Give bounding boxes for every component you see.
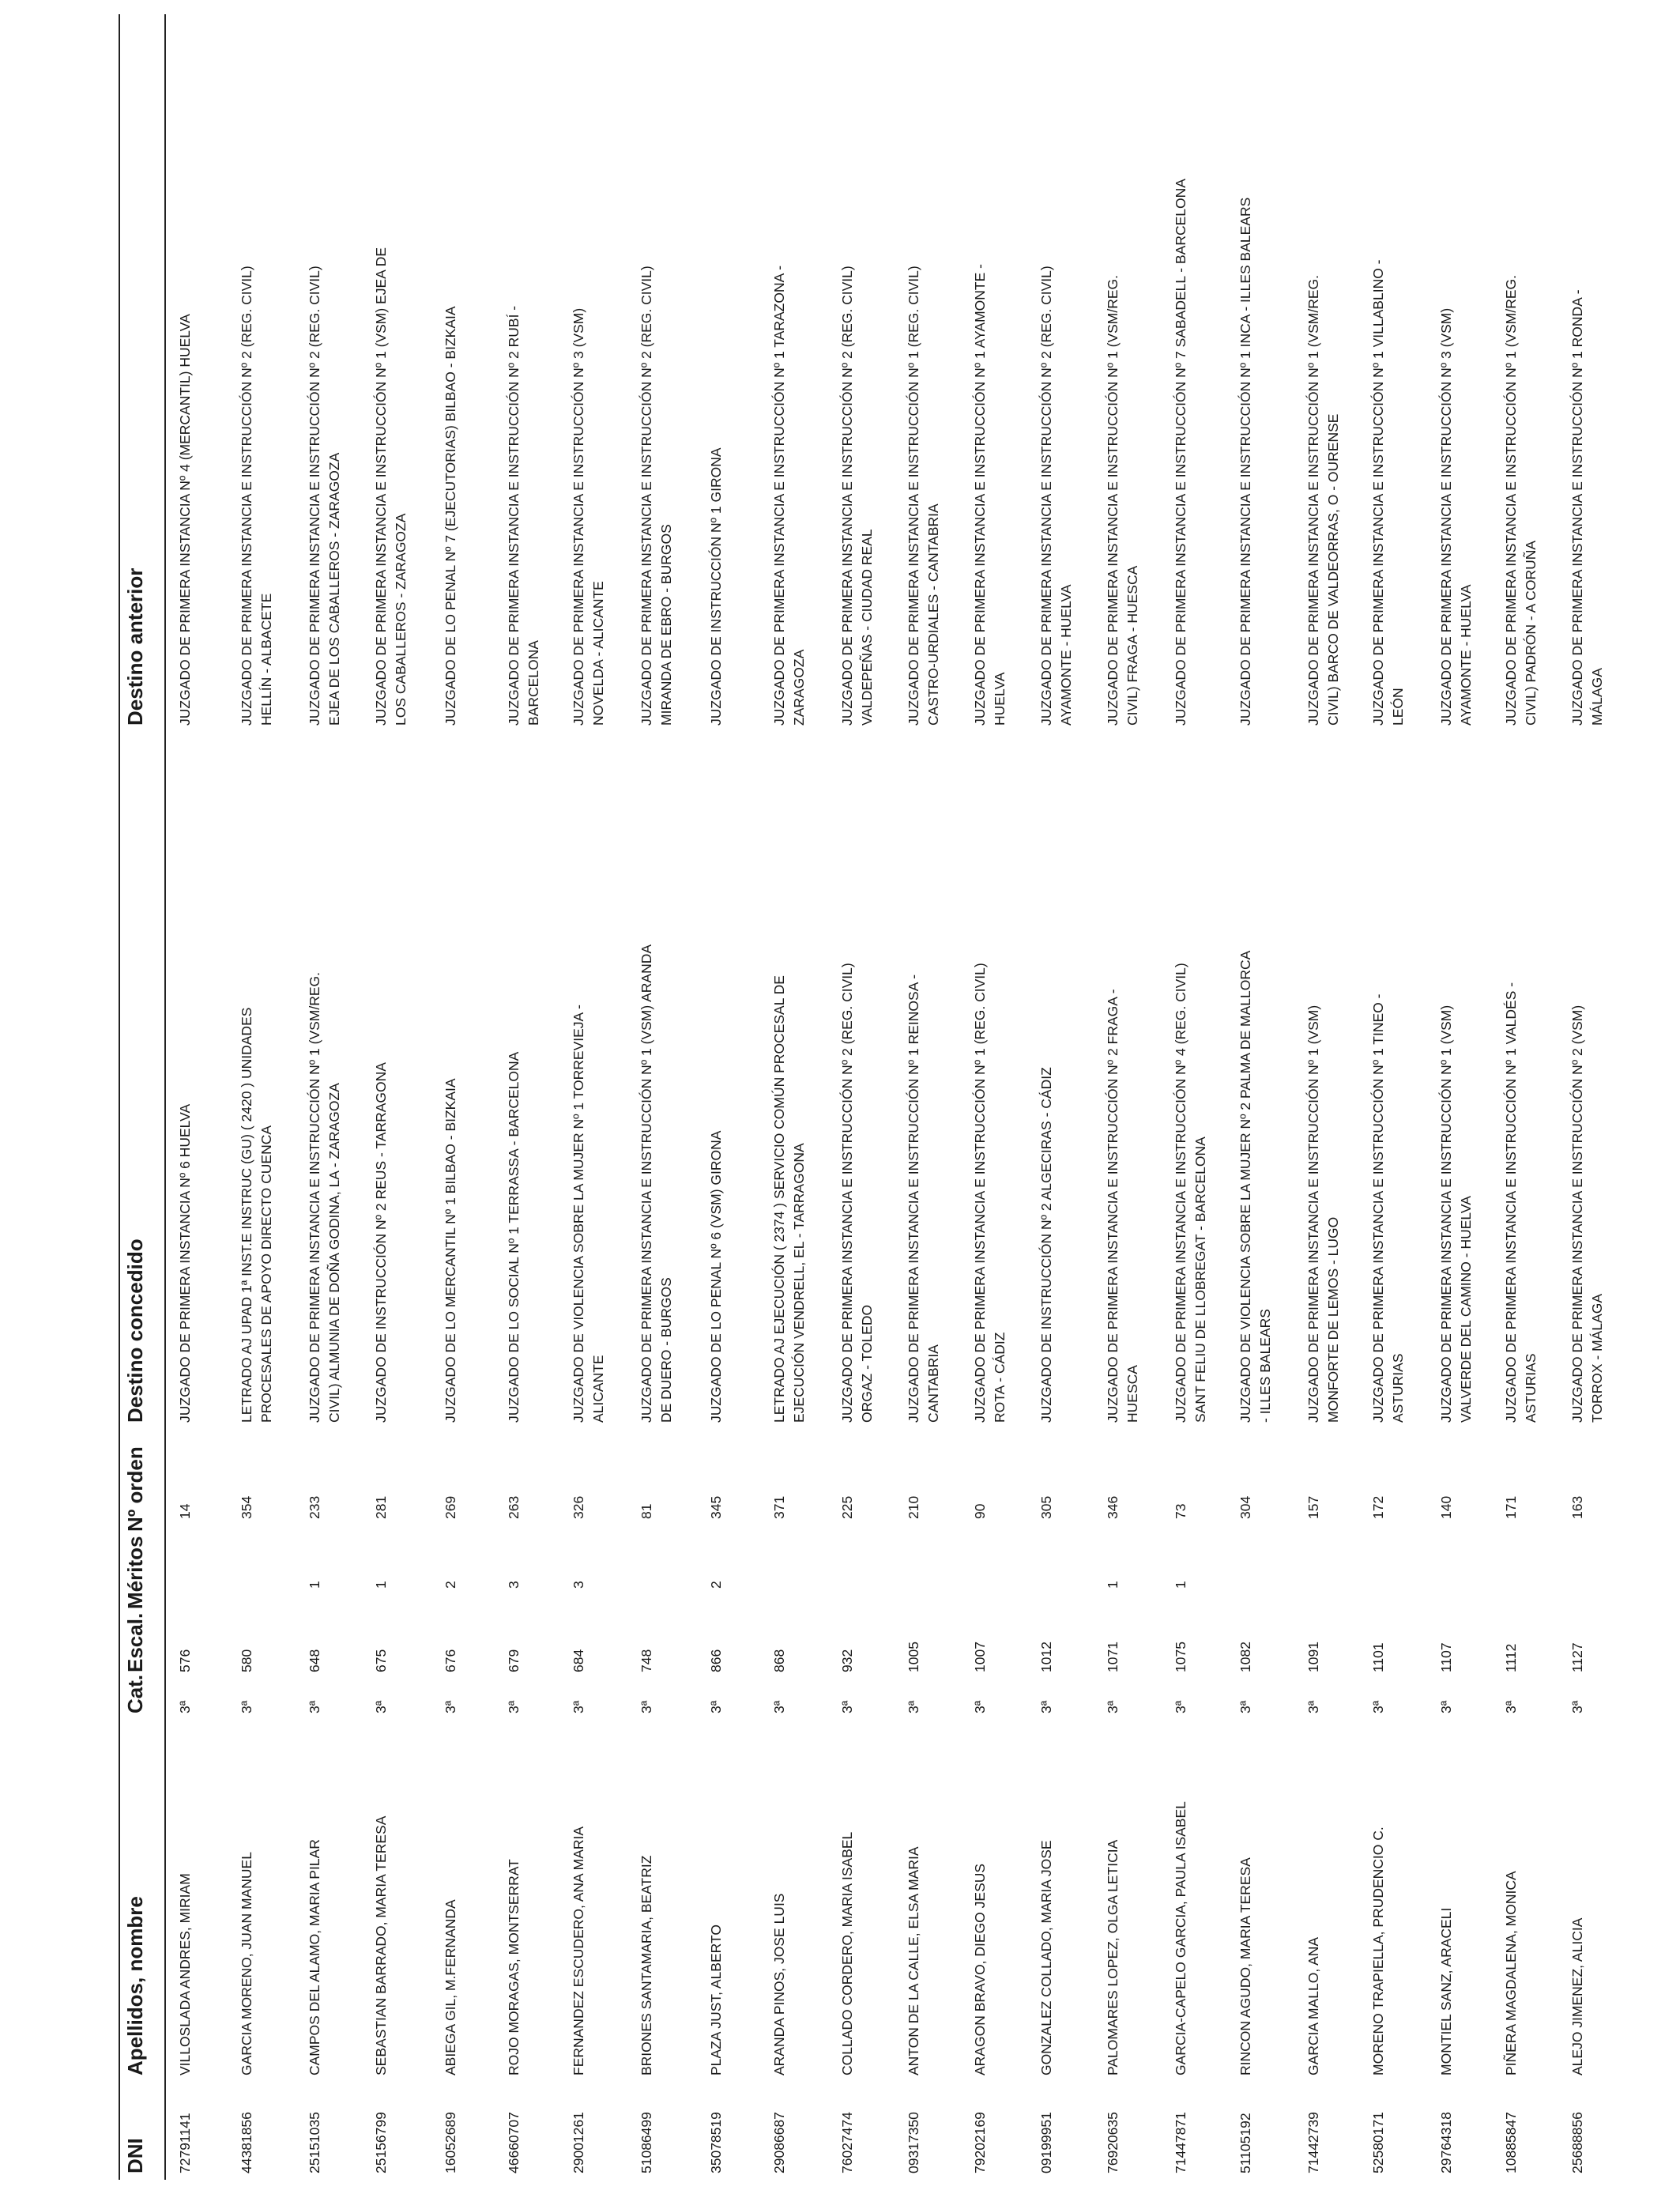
row-dni: 72791141 <box>177 2113 193 2173</box>
row-escal: 648 <box>307 1649 322 1672</box>
row-destino-concedido: JUZGADO DE VIOLENCIA SOBRE LA MUJER Nº 1 TORREVIEJA - ALICANTE <box>571 1005 606 1423</box>
row-orden: 210 <box>906 1495 921 1519</box>
row-orden: 346 <box>1105 1495 1121 1519</box>
row-cat: 3ª <box>1038 1700 1054 1713</box>
row-name: ARAGON BRAVO, DIEGO JESUS <box>972 1863 988 2075</box>
row-meritos: 1 <box>1105 1581 1121 1589</box>
row-destino-concedido: JUZGADO DE PRIMERA INSTANCIA E INSTRUCCIÓN Nº 1 (REG. CIVIL) ROTA - CÁDIZ <box>972 963 1008 1423</box>
row-cat: 3ª <box>1569 1700 1585 1713</box>
row-destino-anterior: JUZGADO DE PRIMERA INSTANCIA Nº 4 (MERCANTIL) HUELVA <box>177 314 193 726</box>
row-name: VILLOSLADA ANDRES, MIRIAM <box>177 1873 193 2075</box>
row-name: SEBASTIAN BARRADO, MARIA TERESA <box>373 1815 389 2075</box>
row-destino-concedido: JUZGADO DE PRIMERA INSTANCIA E INSTRUCCIÓN Nº 1 VALDÉS - ASTURIAS <box>1503 982 1539 1423</box>
row-orden: 171 <box>1503 1495 1519 1519</box>
row-cat: 3ª <box>638 1700 654 1713</box>
row-name: ROJO MORAGAS, MONTSERRAT <box>506 1859 522 2075</box>
row-name: RINCON AGUDO, MARIA TERESA <box>1237 1857 1253 2075</box>
row-destino-concedido: JUZGADO DE LO SOCIAL Nº 1 TERRASSA - BARCELONA <box>506 1051 522 1423</box>
header-concedido: Destino concedido <box>123 1238 147 1423</box>
row-destino-concedido: JUZGADO DE INSTRUCCIÓN Nº 2 ALGECIRAS - CÁDIZ <box>1038 1067 1054 1423</box>
row-cat: 3ª <box>239 1700 254 1713</box>
row-dni: 29764318 <box>1438 2112 1454 2173</box>
row-escal: 580 <box>239 1649 254 1672</box>
row-destino-concedido: JUZGADO DE PRIMERA INSTANCIA E INSTRUCCIÓN Nº 2 (REG. CIVIL) ORGAZ - TOLEDO <box>839 963 875 1423</box>
row-destino-concedido: JUZGADO DE PRIMERA INSTANCIA E INSTRUCCIÓN Nº 2 FRAGA - HUESCA <box>1105 989 1140 1423</box>
row-destino-anterior: JUZGADO DE PRIMERA INSTANCIA E INSTRUCCIÓN Nº 1 RONDA - MÁLAGA <box>1569 289 1605 726</box>
row-cat: 3ª <box>1503 1700 1519 1713</box>
row-escal: 748 <box>638 1649 654 1672</box>
header-cat: Cat. <box>123 1674 147 1713</box>
row-meritos: 1 <box>373 1581 389 1589</box>
row-escal: 679 <box>506 1649 522 1672</box>
row-orden: 14 <box>177 1503 193 1519</box>
row-destino-concedido: JUZGADO DE PRIMERA INSTANCIA E INSTRUCCIÓN Nº 1 REINOSA - CANTABRIA <box>906 974 941 1423</box>
row-cat: 3ª <box>1105 1700 1121 1713</box>
row-orden: 345 <box>708 1495 724 1519</box>
row-destino-concedido: JUZGADO DE PRIMERA INSTANCIA E INSTRUCCIÓN Nº 1 (VSM) MONFORTE DE LEMOS - LUGO <box>1305 1005 1341 1423</box>
row-meritos: 1 <box>1173 1581 1188 1589</box>
row-name: GARCIA MORENO, JUAN MANUEL <box>239 1852 254 2075</box>
row-cat: 3ª <box>1305 1700 1321 1713</box>
row-meritos: 1 <box>307 1581 322 1589</box>
row-orden: 326 <box>571 1495 586 1519</box>
row-escal: 1012 <box>1038 1642 1054 1672</box>
row-escal: 1082 <box>1237 1642 1253 1672</box>
row-dni: 29001261 <box>571 2112 586 2173</box>
header-anterior: Destino anterior <box>123 567 147 726</box>
row-escal: 868 <box>771 1649 787 1672</box>
row-escal: 1075 <box>1173 1642 1188 1672</box>
row-destino-anterior: JUZGADO DE PRIMERA INSTANCIA E INSTRUCCIÓN Nº 2 (REG. CIVIL) EJEA DE LOS CABALLEROS - ZARAGOZA <box>307 266 342 726</box>
row-destino-anterior: JUZGADO DE PRIMERA INSTANCIA E INSTRUCCIÓN Nº 1 (REG. CIVIL) CASTRO-URDIALES - CANTABRIA <box>906 266 941 726</box>
row-name: ANTON DE LA CALLE, ELSA MARIA <box>906 1846 921 2075</box>
row-dni: 71442739 <box>1305 2112 1321 2173</box>
row-destino-concedido: LETRADO AJ UPAD 1ª INST.E INSTRUC (GU) ( 2420 ) UNIDADES PROCESALES DE APOYO DIRECTO CUENCA <box>239 1007 274 1423</box>
row-orden: 371 <box>771 1495 787 1519</box>
row-dni: 09317350 <box>906 2112 921 2173</box>
row-destino-anterior: JUZGADO DE PRIMERA INSTANCIA E INSTRUCCIÓN Nº 2 (REG. CIVIL) AYAMONTE - HUELVA <box>1038 266 1074 726</box>
row-orden: 281 <box>373 1495 389 1519</box>
row-meritos: 2 <box>708 1581 724 1589</box>
row-destino-concedido: JUZGADO DE VIOLENCIA SOBRE LA MUJER Nº 2 PALMA DE MALLORCA - ILLES BALEARS <box>1237 950 1273 1423</box>
row-name: FERNANDEZ ESCUDERO, ANA MARIA <box>571 1826 586 2075</box>
row-destino-concedido: JUZGADO DE PRIMERA INSTANCIA E INSTRUCCIÓN Nº 1 (VSM) VALVERDE DEL CAMINO - HUELVA <box>1438 1005 1474 1423</box>
row-name: PLAZA JUST, ALBERTO <box>708 1924 724 2075</box>
row-dni: 76027474 <box>839 2112 855 2173</box>
row-dni: 44381856 <box>239 2112 254 2173</box>
row-destino-anterior: JUZGADO DE PRIMERA INSTANCIA E INSTRUCCIÓN Nº 3 (VSM) AYAMONTE - HUELVA <box>1438 307 1474 726</box>
row-orden: 225 <box>839 1495 855 1519</box>
row-dni: 51105192 <box>1237 2113 1253 2173</box>
row-cat: 3ª <box>443 1700 458 1713</box>
row-dni: 16052689 <box>443 2112 458 2173</box>
row-dni: 25151035 <box>307 2112 322 2173</box>
row-name: CAMPOS DEL ALAMO, MARIA PILAR <box>307 1839 322 2075</box>
row-dni: 79202169 <box>972 2112 988 2173</box>
row-escal: 1107 <box>1438 1642 1454 1672</box>
row-destino-concedido: JUZGADO DE PRIMERA INSTANCIA Nº 6 HUELVA <box>177 1103 193 1423</box>
header-meritos: Méritos <box>123 1536 147 1609</box>
row-orden: 163 <box>1569 1495 1585 1519</box>
row-name: PALOMARES LOPEZ, OLGA LETICIA <box>1105 1839 1121 2075</box>
row-name: ARANDA PINOS, JOSE LUIS <box>771 1893 787 2075</box>
row-destino-concedido: JUZGADO DE PRIMERA INSTANCIA E INSTRUCCIÓN Nº 2 (VSM) TORROX - MÁLAGA <box>1569 1005 1605 1423</box>
row-destino-concedido: JUZGADO DE PRIMERA INSTANCIA E INSTRUCCIÓN Nº 1 (VSM) ARANDA DE DUERO - BURGOS <box>638 944 674 1423</box>
row-destino-anterior: JUZGADO DE PRIMERA INSTANCIA E INSTRUCCIÓN Nº 3 (VSM) NOVELDA - ALICANTE <box>571 307 606 726</box>
row-destino-anterior: JUZGADO DE PRIMERA INSTANCIA E INSTRUCCIÓN Nº 2 RUBÍ - BARCELONA <box>506 305 541 726</box>
row-name: ABIEGA GIL, M.FERNANDA <box>443 1899 458 2075</box>
row-orden: 263 <box>506 1495 522 1519</box>
row-name: MORENO TRAPIELLA, PRUDENCIO C. <box>1370 1826 1386 2075</box>
row-dni: 09199951 <box>1038 2112 1054 2173</box>
row-escal: 1091 <box>1305 1642 1321 1672</box>
row-destino-concedido: JUZGADO DE PRIMERA INSTANCIA E INSTRUCCIÓN Nº 1 TINEO - ASTURIAS <box>1370 993 1406 1423</box>
row-dni: 46660707 <box>506 2112 522 2173</box>
row-meritos: 2 <box>443 1581 458 1589</box>
row-orden: 354 <box>239 1495 254 1519</box>
row-escal: 576 <box>177 1649 193 1672</box>
row-orden: 233 <box>307 1495 322 1519</box>
row-escal: 1007 <box>972 1642 988 1672</box>
row-orden: 157 <box>1305 1495 1321 1519</box>
row-orden: 73 <box>1173 1503 1188 1519</box>
row-destino-anterior: JUZGADO DE INSTRUCCIÓN Nº 1 GIRONA <box>708 447 724 726</box>
row-destino-anterior: JUZGADO DE PRIMERA INSTANCIA E INSTRUCCIÓN Nº 1 (VSM/REG. CIVIL) BARCO DE VALDEORRAS, O - OURENSE <box>1305 274 1341 726</box>
row-dni: 71447871 <box>1173 2112 1188 2173</box>
row-dni: 51086499 <box>638 2112 654 2173</box>
row-destino-concedido: JUZGADO DE PRIMERA INSTANCIA E INSTRUCCIÓN Nº 1 (VSM/REG. CIVIL) ALMUNIA DE DOÑA GODINA, LA - ZARAGOZA <box>307 971 342 1423</box>
row-dni: 76920635 <box>1105 2112 1121 2173</box>
row-escal: 1112 <box>1503 1643 1519 1672</box>
row-name: ALEJO JIMENEZ, ALICIA <box>1569 1917 1585 2075</box>
row-name: GARCIA MALLO, ANA <box>1305 1936 1321 2075</box>
row-destino-anterior: JUZGADO DE PRIMERA INSTANCIA E INSTRUCCIÓN Nº 1 INCA - ILLES BALEARS <box>1237 197 1253 726</box>
header-bottom-rule <box>164 14 166 2180</box>
row-cat: 3ª <box>1173 1700 1188 1713</box>
row-destino-anterior: JUZGADO DE PRIMERA INSTANCIA E INSTRUCCIÓN Nº 1 (VSM) EJEA DE LOS CABALLEROS - ZARAGOZA <box>373 247 409 726</box>
row-cat: 3ª <box>1370 1700 1386 1713</box>
row-destino-concedido: JUZGADO DE LO PENAL Nº 6 (VSM) GIRONA <box>708 1130 724 1423</box>
row-destino-anterior: JUZGADO DE PRIMERA INSTANCIA E INSTRUCCIÓN Nº 2 (REG. CIVIL) HELLÍN - ALBACETE <box>239 266 274 726</box>
row-escal: 1127 <box>1569 1642 1585 1672</box>
header-escal: Escal. <box>123 1612 147 1672</box>
row-dni: 25688856 <box>1569 2112 1585 2173</box>
row-escal: 684 <box>571 1649 586 1672</box>
row-cat: 3ª <box>373 1700 389 1713</box>
row-cat: 3ª <box>506 1700 522 1713</box>
row-name: COLLADO CORDERO, MARIA ISABEL <box>839 1831 855 2075</box>
row-orden: 269 <box>443 1495 458 1519</box>
row-orden: 90 <box>972 1503 988 1519</box>
row-escal: 1071 <box>1105 1642 1121 1672</box>
row-dni: 35078519 <box>708 2112 724 2173</box>
row-destino-concedido: JUZGADO DE LO MERCANTIL Nº 1 BILBAO - BIZKAIA <box>443 1078 458 1423</box>
row-cat: 3ª <box>708 1700 724 1713</box>
header-name: Apellidos, nombre <box>123 1896 147 2075</box>
row-destino-anterior: JUZGADO DE PRIMERA INSTANCIA E INSTRUCCIÓN Nº 1 TARAZONA - ZARAGOZA <box>771 265 807 726</box>
row-cat: 3ª <box>571 1700 586 1713</box>
row-cat: 3ª <box>1237 1700 1253 1713</box>
row-destino-anterior: JUZGADO DE LO PENAL Nº 7 (EJECUTORIAS) BILBAO - BIZKAIA <box>443 306 458 726</box>
row-escal: 675 <box>373 1649 389 1672</box>
row-destino-anterior: JUZGADO DE PRIMERA INSTANCIA E INSTRUCCIÓN Nº 1 (VSM/REG. CIVIL) FRAGA - HUESCA <box>1105 274 1140 726</box>
header-dni: DNI <box>123 2138 147 2173</box>
row-escal: 932 <box>839 1649 855 1672</box>
row-destino-concedido: JUZGADO DE PRIMERA INSTANCIA E INSTRUCCIÓN Nº 4 (REG. CIVIL) SANT FELIU DE LLOBREGAT - BARCELONA <box>1173 963 1208 1423</box>
row-escal: 1101 <box>1370 1642 1386 1672</box>
row-name: GARCIA-CAPELO GARCIA, PAULA ISABEL <box>1173 1801 1188 2075</box>
row-dni: 25156799 <box>373 2112 389 2173</box>
row-meritos: 3 <box>571 1581 586 1589</box>
row-destino-anterior: JUZGADO DE PRIMERA INSTANCIA E INSTRUCCIÓN Nº 1 AYAMONTE - HUELVA <box>972 264 1008 726</box>
row-orden: 304 <box>1237 1495 1253 1519</box>
row-cat: 3ª <box>839 1700 855 1713</box>
row-orden: 172 <box>1370 1495 1386 1519</box>
row-dni: 10885847 <box>1503 2112 1519 2173</box>
row-name: BRIONES SANTAMARIA, BEATRIZ <box>638 1855 654 2075</box>
row-escal: 676 <box>443 1649 458 1672</box>
row-destino-anterior: JUZGADO DE PRIMERA INSTANCIA E INSTRUCCIÓN Nº 1 (VSM/REG. CIVIL) PADRÓN - A CORUÑA <box>1503 274 1539 726</box>
row-orden: 81 <box>638 1503 654 1519</box>
row-dni: 52580171 <box>1370 2112 1386 2173</box>
row-destino-concedido: JUZGADO DE INSTRUCCIÓN Nº 2 REUS - TARRAGONA <box>373 1062 389 1423</box>
row-orden: 140 <box>1438 1495 1454 1519</box>
row-destino-anterior: JUZGADO DE PRIMERA INSTANCIA E INSTRUCCIÓN Nº 1 VILLABLINO - LEÓN <box>1370 259 1406 726</box>
row-name: PIÑERA MAGDALENA, MONICA <box>1503 1871 1519 2075</box>
row-escal: 1005 <box>906 1642 921 1672</box>
row-destino-concedido: LETRADO AJ EJECUCIÓN ( 2374 ) SERVICIO COMÚN PROCESAL DE EJECUCIÓN VENDRELL, EL - TARRAGONA <box>771 975 807 1423</box>
row-orden: 305 <box>1038 1495 1054 1519</box>
row-name: MONTIEL SANZ, ARACELI <box>1438 1907 1454 2075</box>
row-cat: 3ª <box>906 1700 921 1713</box>
row-name: GONZALEZ COLLADO, MARIA JOSE <box>1038 1840 1054 2075</box>
row-destino-anterior: JUZGADO DE PRIMERA INSTANCIA E INSTRUCCIÓN Nº 7 SABADELL - BARCELONA <box>1173 179 1188 726</box>
row-destino-anterior: JUZGADO DE PRIMERA INSTANCIA E INSTRUCCIÓN Nº 2 (REG. CIVIL) MIRANDA DE EBRO - BURGOS <box>638 266 674 726</box>
row-cat: 3ª <box>177 1700 193 1713</box>
row-cat: 3ª <box>1438 1700 1454 1713</box>
row-dni: 29086687 <box>771 2112 787 2173</box>
row-escal: 866 <box>708 1649 724 1672</box>
row-meritos: 3 <box>506 1581 522 1589</box>
row-cat: 3ª <box>972 1700 988 1713</box>
row-cat: 3ª <box>771 1700 787 1713</box>
header-orden: Nº orden <box>123 1446 147 1532</box>
row-destino-anterior: JUZGADO DE PRIMERA INSTANCIA E INSTRUCCIÓN Nº 2 (REG. CIVIL) VALDEPEÑAS - CIUDAD REAL <box>839 266 875 726</box>
row-cat: 3ª <box>307 1700 322 1713</box>
table-header <box>119 14 163 2180</box>
